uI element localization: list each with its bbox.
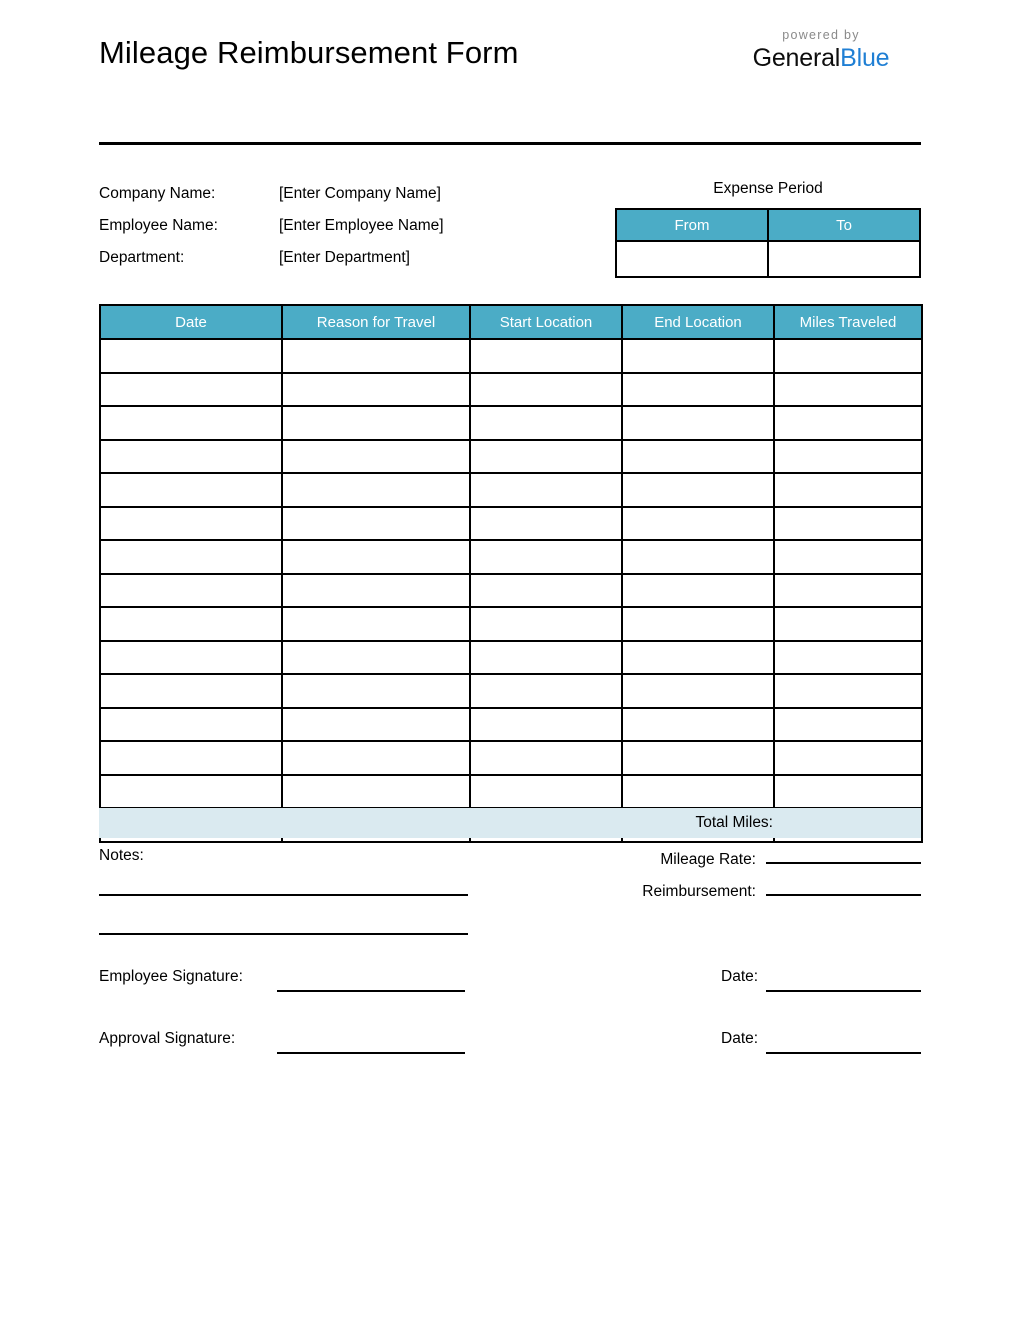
cell-end-location[interactable] <box>622 473 774 507</box>
cell-reason[interactable] <box>282 440 470 474</box>
form-info-section <box>99 178 921 274</box>
mileage-rate-row <box>461 844 921 870</box>
cell-end-location[interactable] <box>622 641 774 675</box>
approval-signature-row <box>99 1028 921 1090</box>
cell-reason[interactable] <box>282 674 470 708</box>
cell-end-location[interactable] <box>622 674 774 708</box>
approval-signature-label: Approval Signature: <box>99 1030 236 1047</box>
cell-start-location[interactable] <box>470 574 622 608</box>
cell-end-location[interactable] <box>622 440 774 474</box>
mileage-table <box>99 304 923 843</box>
column-header-reason-for-travel: Reason for Travel <box>282 305 470 339</box>
table-row <box>100 473 922 507</box>
column-header-miles-traveled: Miles Traveled <box>774 305 922 339</box>
cell-miles[interactable] <box>774 641 922 675</box>
cell-date[interactable] <box>100 674 282 708</box>
total-miles-label: Total Miles: <box>695 814 773 831</box>
approval-signature-date-input[interactable] <box>766 1052 921 1054</box>
table-row <box>100 708 922 742</box>
cell-start-location[interactable] <box>470 775 622 809</box>
cell-end-location[interactable] <box>622 741 774 775</box>
reimbursement-row <box>461 876 921 902</box>
employee-signature-date-label: Date: <box>721 968 759 985</box>
cell-start-location[interactable] <box>470 373 622 407</box>
cell-reason[interactable] <box>282 574 470 608</box>
brand-name-general: General <box>752 44 841 72</box>
cell-date[interactable] <box>100 741 282 775</box>
table-row <box>100 641 922 675</box>
notes-input-line-1[interactable] <box>99 894 468 896</box>
cell-reason[interactable] <box>282 406 470 440</box>
cell-miles[interactable] <box>774 708 922 742</box>
cell-date[interactable] <box>100 406 282 440</box>
mileage-rate-input[interactable] <box>766 844 921 864</box>
employee-signature-label: Employee Signature: <box>99 968 243 985</box>
company-name-row <box>99 178 579 210</box>
expense-period-to-input[interactable] <box>768 241 920 277</box>
cell-reason[interactable] <box>282 708 470 742</box>
table-row <box>100 607 922 641</box>
cell-end-location[interactable] <box>622 574 774 608</box>
table-row <box>100 339 922 373</box>
column-header-date: Date <box>100 305 282 339</box>
cell-miles[interactable] <box>774 775 922 809</box>
cell-start-location[interactable] <box>470 641 622 675</box>
brand-powered-by-text: powered by <box>782 28 860 42</box>
cell-start-location[interactable] <box>470 741 622 775</box>
signature-section <box>99 966 921 1090</box>
cell-end-location[interactable] <box>622 540 774 574</box>
employee-signature-row <box>99 966 921 1028</box>
approval-signature-date-label: Date: <box>721 1030 759 1047</box>
employee-name-row <box>99 210 579 242</box>
cell-start-location[interactable] <box>470 473 622 507</box>
cell-miles[interactable] <box>774 741 922 775</box>
column-header-start-location: Start Location <box>470 305 622 339</box>
expense-period-table <box>615 208 921 278</box>
cell-miles[interactable] <box>774 373 922 407</box>
cell-reason[interactable] <box>282 373 470 407</box>
table-row <box>100 373 922 407</box>
expense-period-to-header: To <box>768 209 920 241</box>
reimbursement-input[interactable] <box>766 876 921 896</box>
table-row <box>100 775 922 809</box>
cell-end-location[interactable] <box>622 339 774 373</box>
cell-start-location[interactable] <box>470 406 622 440</box>
cell-miles[interactable] <box>774 507 922 541</box>
mileage-rate-label: Mileage Rate: <box>660 851 756 868</box>
cell-date[interactable] <box>100 641 282 675</box>
cell-miles[interactable] <box>774 440 922 474</box>
notes-label: Notes: <box>99 847 144 864</box>
cell-reason[interactable] <box>282 339 470 373</box>
cell-end-location[interactable] <box>622 607 774 641</box>
cell-date[interactable] <box>100 607 282 641</box>
cell-miles[interactable] <box>774 339 922 373</box>
approval-signature-input[interactable] <box>277 1052 465 1054</box>
column-header-end-location: End Location <box>622 305 774 339</box>
cell-miles[interactable] <box>774 540 922 574</box>
cell-reason[interactable] <box>282 641 470 675</box>
cell-start-location[interactable] <box>470 607 622 641</box>
cell-end-location[interactable] <box>622 373 774 407</box>
department-label: Department: <box>99 249 185 266</box>
cell-date[interactable] <box>100 440 282 474</box>
company-name-field[interactable]: [Enter Company Name] <box>279 185 441 202</box>
company-name-label: Company Name: <box>99 185 216 202</box>
cell-date[interactable] <box>100 574 282 608</box>
cell-miles[interactable] <box>774 607 922 641</box>
cell-miles[interactable] <box>774 674 922 708</box>
notes-and-totals-section <box>99 840 921 950</box>
cell-miles[interactable] <box>774 574 922 608</box>
expense-period-section <box>615 178 921 278</box>
table-row <box>100 741 922 775</box>
expense-period-title: Expense Period <box>713 180 823 197</box>
cell-reason[interactable] <box>282 775 470 809</box>
table-row <box>100 574 922 608</box>
mileage-table-header-row <box>100 305 922 339</box>
form-content <box>99 0 921 1047</box>
employee-name-field[interactable]: [Enter Employee Name] <box>279 217 444 234</box>
brand-logo <box>721 28 921 73</box>
cell-date[interactable] <box>100 708 282 742</box>
cell-reason[interactable] <box>282 540 470 574</box>
cell-start-location[interactable] <box>470 440 622 474</box>
cell-start-location[interactable] <box>470 674 622 708</box>
cell-start-location[interactable] <box>470 540 622 574</box>
table-row <box>100 674 922 708</box>
cell-reason[interactable] <box>282 607 470 641</box>
cell-miles[interactable] <box>774 473 922 507</box>
total-miles-band <box>99 808 921 838</box>
cell-start-location[interactable] <box>470 708 622 742</box>
table-row <box>100 440 922 474</box>
cell-date[interactable] <box>100 473 282 507</box>
cell-date[interactable] <box>100 540 282 574</box>
cell-end-location[interactable] <box>622 708 774 742</box>
cell-date[interactable] <box>100 507 282 541</box>
mileage-table-section <box>99 304 921 843</box>
expense-period-from-input[interactable] <box>616 241 768 277</box>
cell-start-location[interactable] <box>470 339 622 373</box>
brand-name <box>721 43 921 73</box>
form-header <box>99 0 921 100</box>
notes-input-line-2[interactable] <box>99 933 468 935</box>
cell-end-location[interactable] <box>622 406 774 440</box>
table-row <box>100 540 922 574</box>
cell-end-location[interactable] <box>622 775 774 809</box>
cell-date[interactable] <box>100 339 282 373</box>
cell-reason[interactable] <box>282 473 470 507</box>
cell-reason[interactable] <box>282 741 470 775</box>
cell-date[interactable] <box>100 373 282 407</box>
mileage-table-body <box>100 339 922 842</box>
expense-period-value-row <box>616 241 920 277</box>
cell-miles[interactable] <box>774 406 922 440</box>
table-row <box>100 507 922 541</box>
table-row <box>100 406 922 440</box>
employee-signature-input[interactable] <box>277 990 465 992</box>
department-field[interactable]: [Enter Department] <box>279 249 410 266</box>
employee-signature-date-input[interactable] <box>766 990 921 992</box>
reimbursement-label: Reimbursement: <box>642 883 756 900</box>
page-title: Mileage Reimbursement Form <box>99 35 519 70</box>
employee-name-label: Employee Name: <box>99 217 218 234</box>
department-row <box>99 242 579 274</box>
cell-start-location[interactable] <box>470 507 622 541</box>
cell-date[interactable] <box>100 775 282 809</box>
expense-period-from-header: From <box>616 209 768 241</box>
expense-period-header-row <box>616 209 920 241</box>
cell-reason[interactable] <box>282 507 470 541</box>
brand-name-blue: Blue <box>840 44 890 72</box>
info-fields <box>99 178 579 274</box>
cell-end-location[interactable] <box>622 507 774 541</box>
header-divider <box>99 142 921 145</box>
